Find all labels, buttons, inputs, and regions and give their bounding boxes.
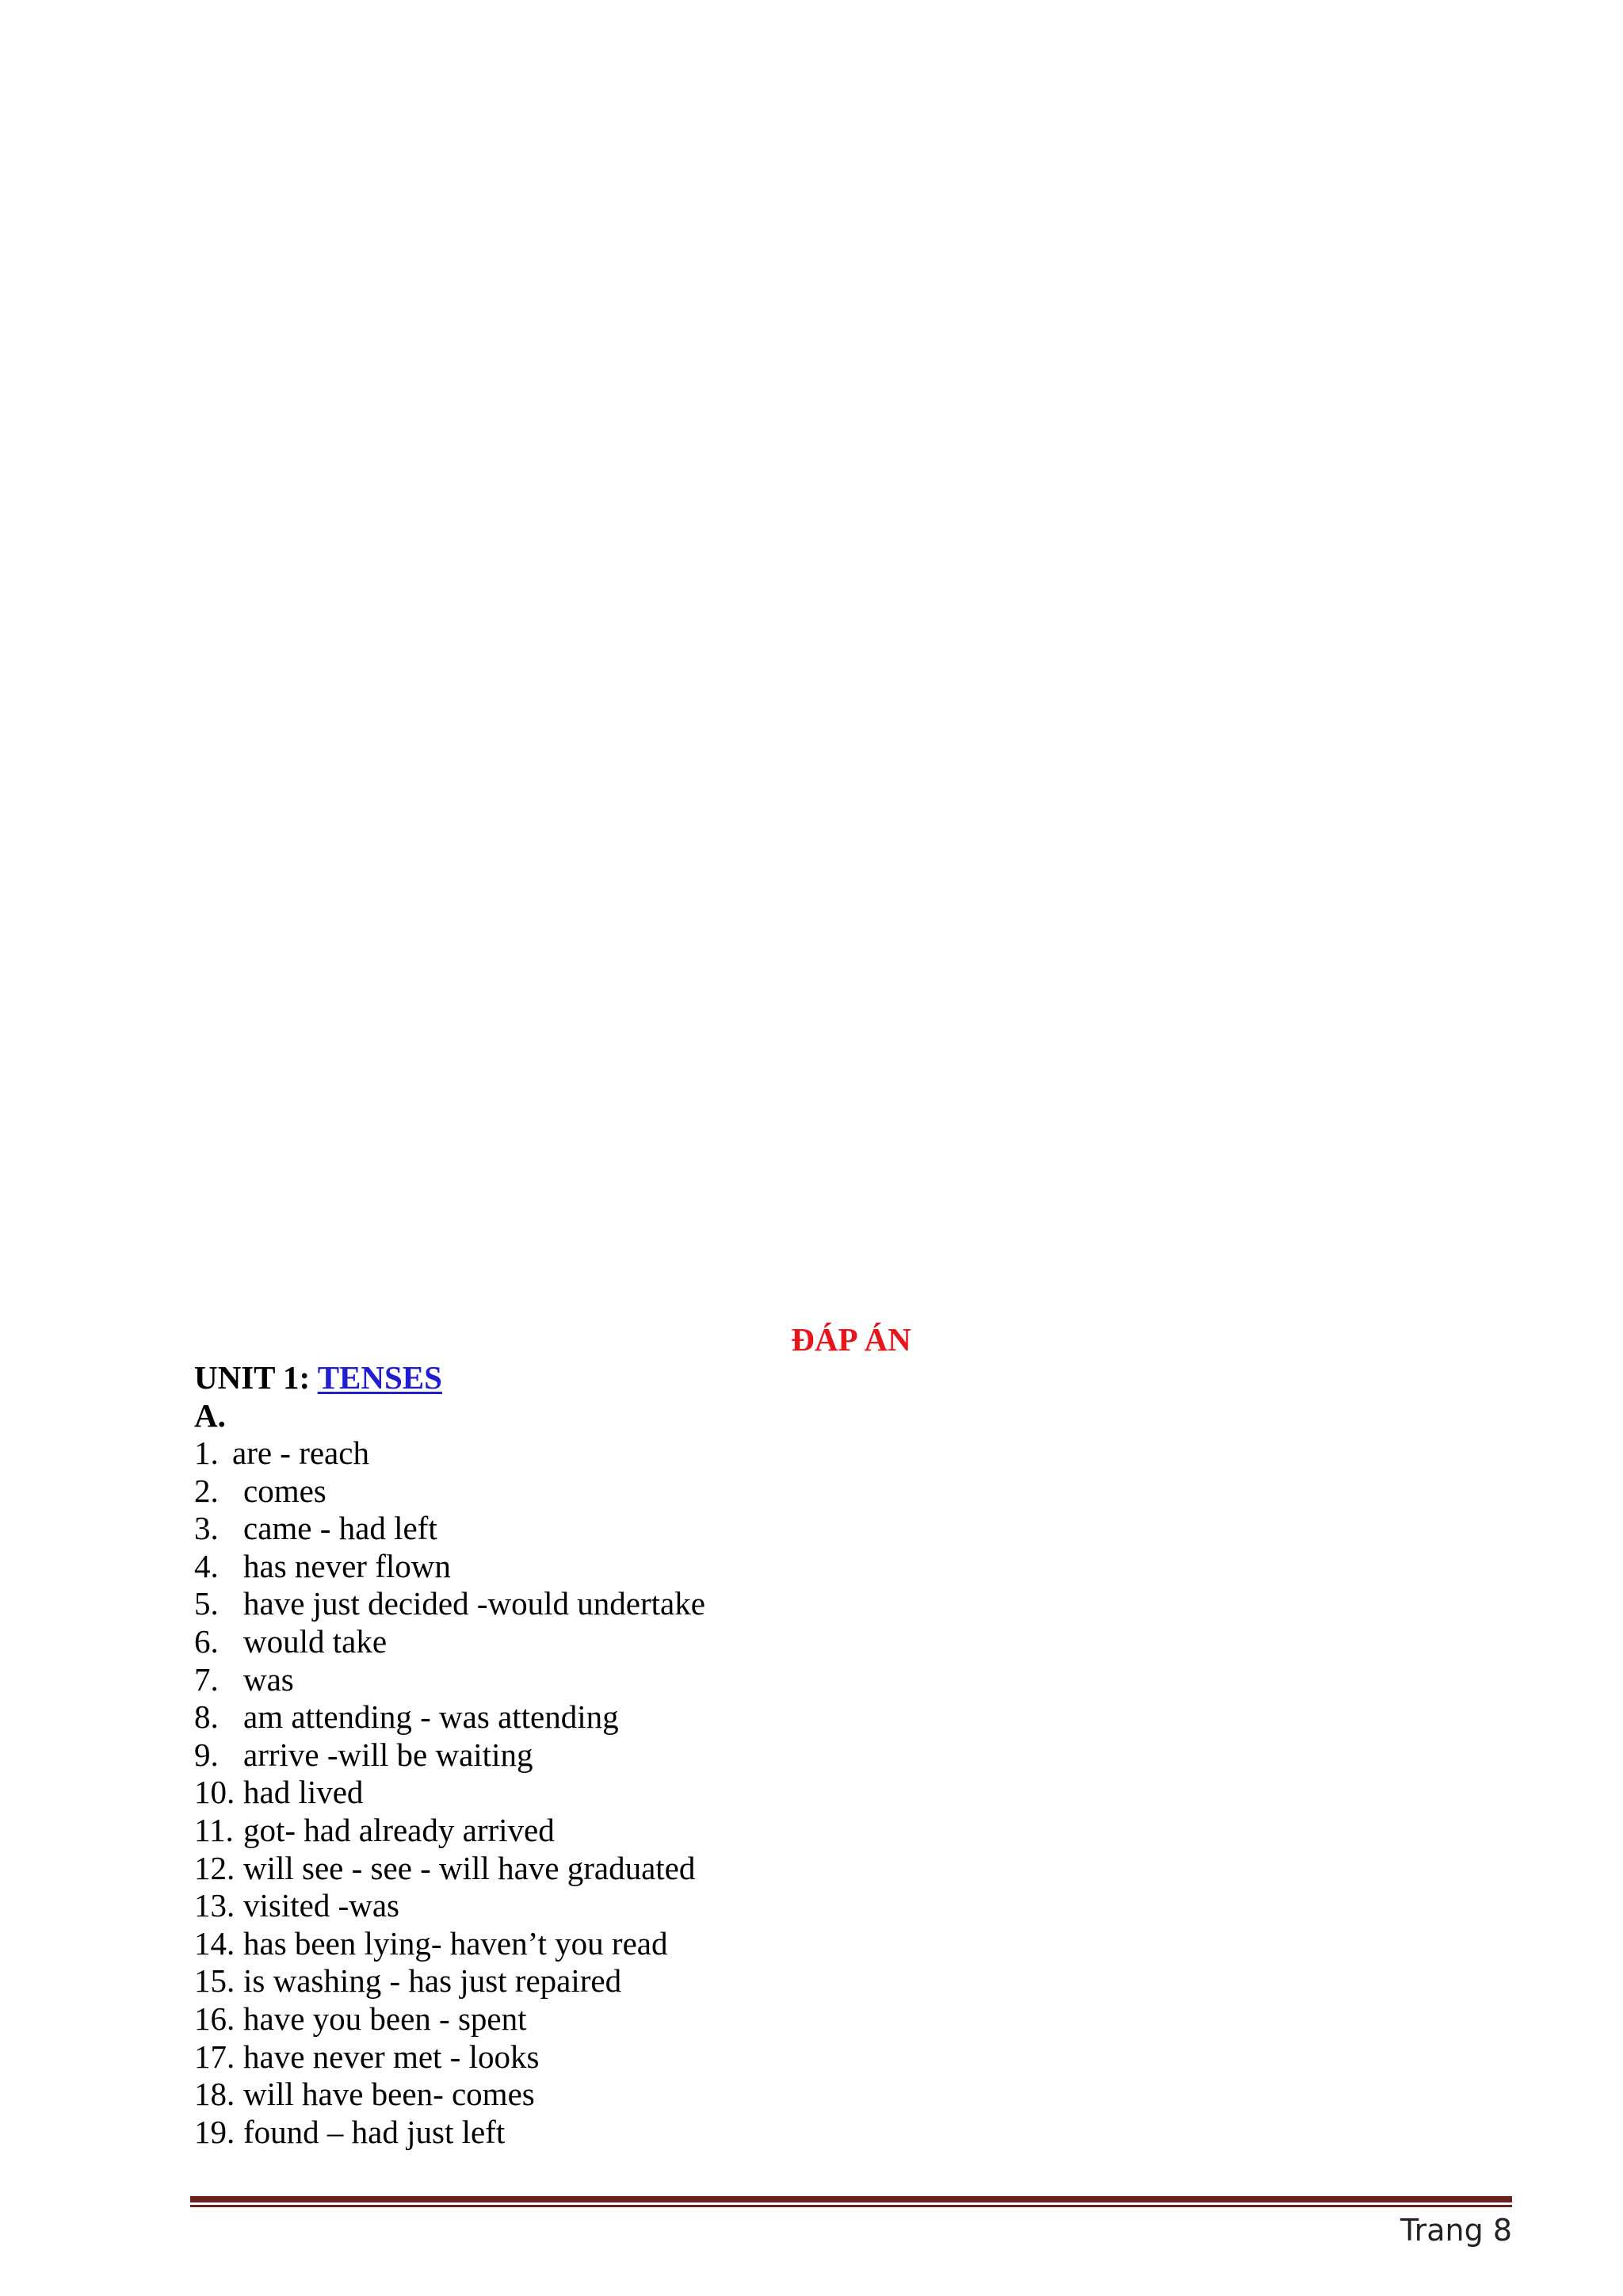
list-item: [194, 1698, 1462, 1736]
list-item: [194, 1473, 1462, 1511]
list-item: [194, 2038, 1462, 2076]
footer-divider-thin: [190, 2205, 1512, 2207]
list-item: [194, 1774, 1462, 1812]
answer-number: 9.: [194, 1736, 219, 1773]
unit-tenses-link[interactable]: TENSES: [317, 1359, 442, 1396]
answer-number: 12.: [194, 1849, 235, 1886]
answer-text: visited -was: [243, 1887, 399, 1924]
answer-text: found – had just left: [243, 2113, 506, 2150]
answer-number: 11.: [194, 1811, 234, 1848]
list-item: [194, 2076, 1462, 2114]
answer-number: 5.: [194, 1585, 219, 1622]
answer-text: arrive -will be waiting: [243, 1736, 533, 1773]
answer-number: 6.: [194, 1622, 219, 1660]
answer-content: [194, 1358, 1462, 2151]
answer-number: 1.: [194, 1435, 219, 1471]
answer-text: am attending - was attending: [243, 1698, 619, 1736]
answer-number: 14.: [194, 1924, 235, 1962]
answer-list: [194, 1435, 1462, 2151]
list-item: [194, 1887, 1462, 1925]
answer-number: 18.: [194, 2076, 235, 2113]
footer-divider: [190, 2196, 1512, 2207]
unit-title: [194, 1358, 1462, 1396]
answer-text: had lived: [243, 1774, 364, 1811]
list-item: [194, 1962, 1462, 2000]
answer-text: has been lying- haven’t you read: [243, 1924, 668, 1962]
answer-text: was: [243, 1660, 294, 1698]
answer-number: 2.: [194, 1472, 219, 1509]
footer-divider-thick: [190, 2196, 1512, 2202]
answer-number: 4.: [194, 1547, 219, 1584]
answer-number: 16.: [194, 2000, 235, 2037]
answer-text: has never flown: [243, 1547, 451, 1584]
answer-text: would take: [243, 1622, 388, 1660]
answer-text: have you been - spent: [243, 2000, 527, 2037]
list-item: [194, 1435, 1462, 1473]
answer-text: is washing - has just repaired: [243, 1962, 622, 2000]
answer-text: have never met - looks: [243, 2038, 540, 2075]
answer-text: came - had left: [243, 1510, 437, 1547]
list-item: [194, 1925, 1462, 1963]
list-item: [194, 1623, 1462, 1661]
answer-number: 17.: [194, 2038, 235, 2075]
list-item: [194, 1510, 1462, 1548]
answer-number: 13.: [194, 1887, 235, 1924]
list-item: [194, 1736, 1462, 1775]
page-number: Trang 8: [1400, 2213, 1512, 2248]
list-item: [194, 2000, 1462, 2038]
section-label: A.: [194, 1397, 226, 1434]
answer-number: 7.: [194, 1660, 219, 1698]
answer-text: comes: [243, 1472, 327, 1509]
answer-number: 19.: [194, 2113, 235, 2150]
answer-text: got- had already arrived: [243, 1811, 555, 1848]
list-item: [194, 1548, 1462, 1586]
list-item: [194, 1661, 1462, 1699]
answer-key-heading: ĐÁP ÁN: [791, 1321, 911, 1358]
answer-text: have just decided -would undertake: [243, 1585, 705, 1622]
answer-number: 15.: [194, 1962, 235, 2000]
list-item: [194, 2114, 1462, 2152]
answer-number: 3.: [194, 1510, 219, 1547]
list-item: [194, 1585, 1462, 1623]
list-item: [194, 1812, 1462, 1850]
answer-text: will see - see - will have graduated: [243, 1849, 696, 1886]
answer-text: are - reach: [232, 1435, 369, 1471]
answer-number: 8.: [194, 1698, 219, 1736]
answer-number: 10.: [194, 1774, 235, 1811]
unit-prefix: UNIT 1:: [194, 1359, 318, 1396]
answer-text: will have been- comes: [243, 2076, 535, 2113]
list-item: [194, 1850, 1462, 1888]
